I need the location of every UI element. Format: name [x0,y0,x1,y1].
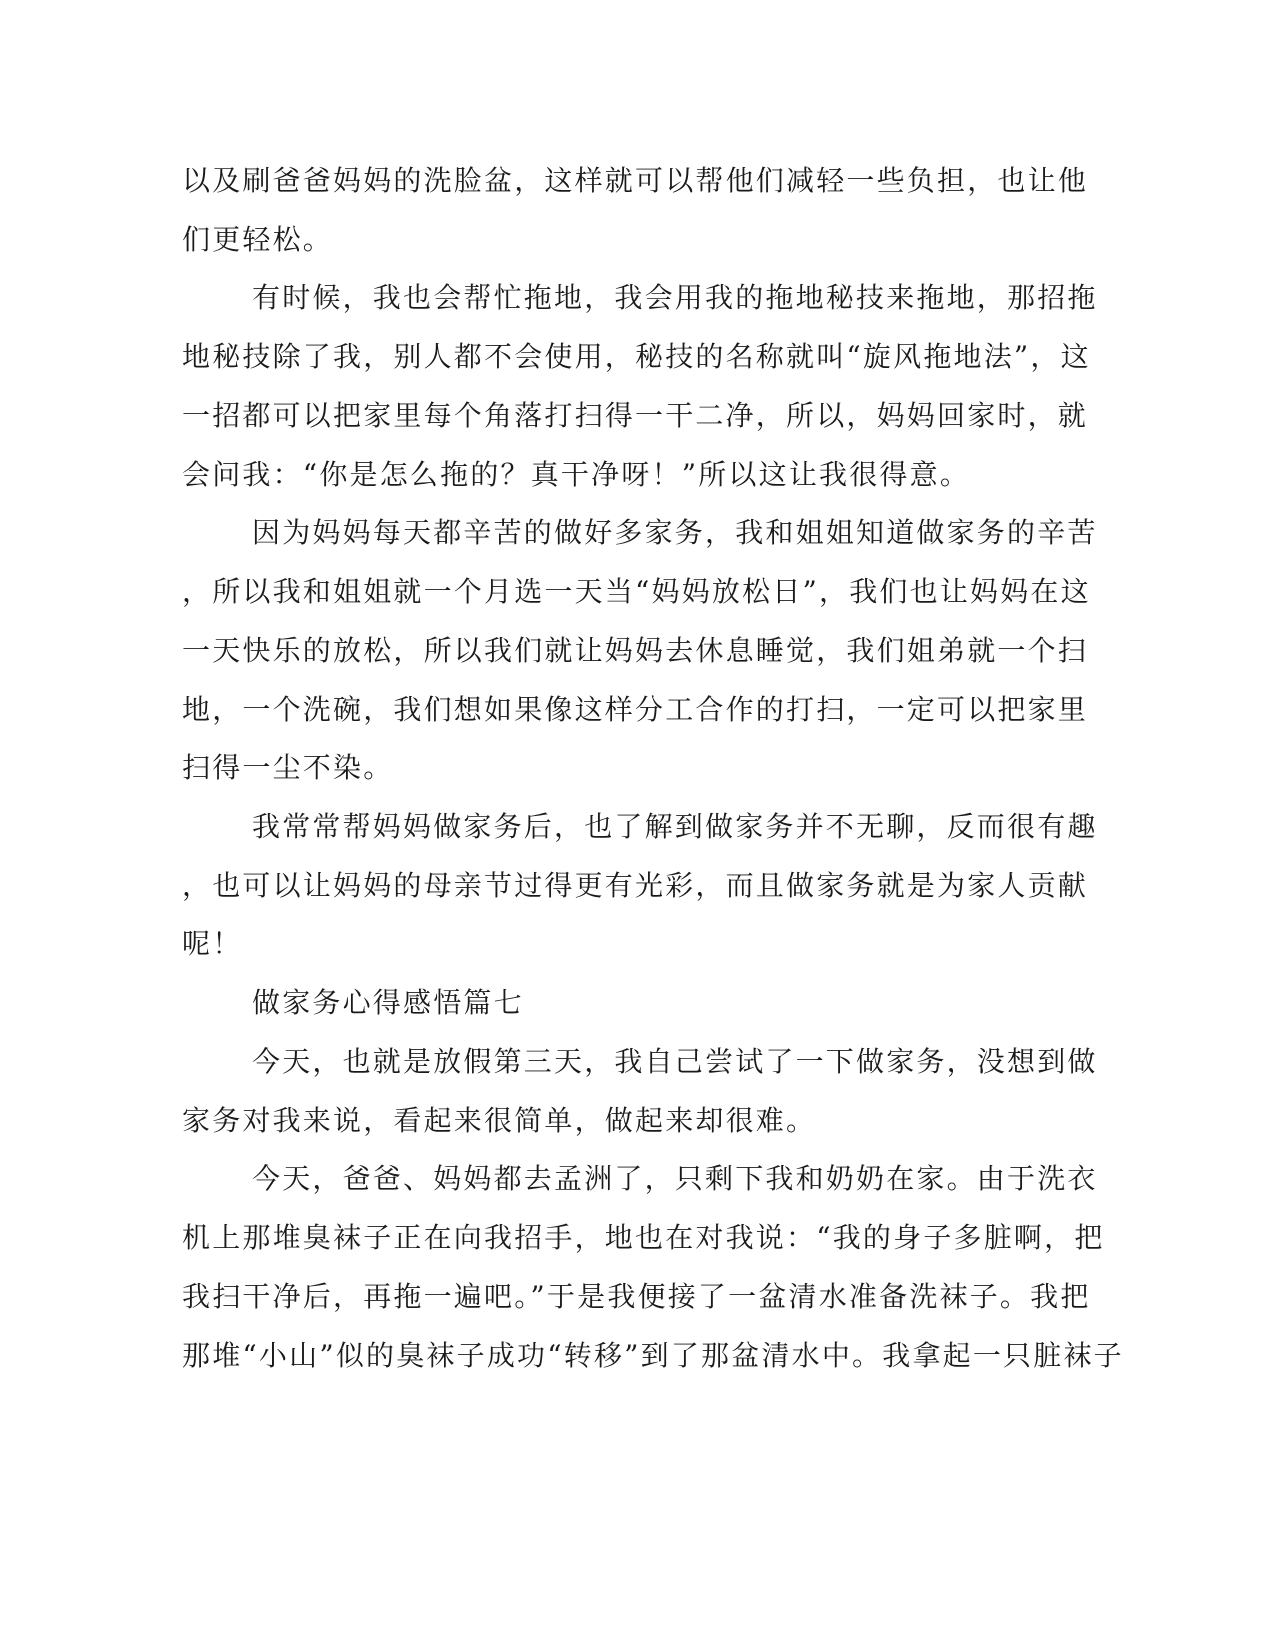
text-line: 呢！ [182,927,243,960]
text-line: 我常常帮妈妈做家务后，也了解到做家务并不无聊，反而很有趣 [252,810,1098,843]
text-line: 一招都可以把家里每个角落打扫得一干二净，所以，妈妈回家时，就 [182,399,1089,432]
text-line: 那堆“小山”似的臭袜子成功“转移”到了那盆清水中。我拿起一只脏袜子 [182,1339,1124,1372]
text-line: 因为妈妈每天都辛苦的做好多家务，我和姐姐知道做家务的辛苦 [252,516,1098,549]
text-line: 家务对我来说，看起来很简单，做起来却很难。 [182,1104,817,1137]
text-line: 扫得一尘不染。 [182,751,394,784]
text-line: 有时候，我也会帮忙拖地，我会用我的拖地秘技来拖地，那招拖 [252,281,1098,314]
text-line: 我扫干净后，再拖一遍吧。”于是我便接了一盆清水准备洗袜子。我把 [182,1280,1091,1313]
text-line: 今天，爸爸、妈妈都去孟洲了，只剩下我和奶奶在家。由于洗衣 [252,1162,1098,1195]
text-line: 一天快乐的放松，所以我们就让妈妈去休息睡觉，我们姐弟就一个扫 [182,634,1089,667]
text-line: 会问我：“你是怎么拖的？真干净呀！”所以这让我很得意。 [182,458,971,491]
text-line: 地秘技除了我，别人都不会使用，秘技的名称就叫“旋风拖地法”，这 [182,340,1091,373]
text-line: ，也可以让妈妈的母亲节过得更有光彩，而且做家务就是为家人贡献 [182,869,1089,902]
text-line: 今天，也就是放假第三天，我自己尝试了一下做家务，没想到做 [252,1045,1098,1078]
text-line: ，所以我和姐姐就一个月选一天当“妈妈放松日”，我们也让妈妈在这 [182,575,1091,608]
text-line: 机上那堆臭袜子正在向我招手，地也在对我说：“我的身子多脏啊，把 [182,1221,1105,1254]
section-heading: 做家务心得感悟篇七 [252,986,524,1019]
text-line: 们更轻松。 [182,223,334,256]
text-line: 以及刷爸爸妈妈的洗脸盆，这样就可以帮他们减轻一些负担，也让他 [182,164,1089,197]
text-line: 地，一个洗碗，我们想如果像这样分工合作的打扫，一定可以把家里 [182,693,1089,726]
